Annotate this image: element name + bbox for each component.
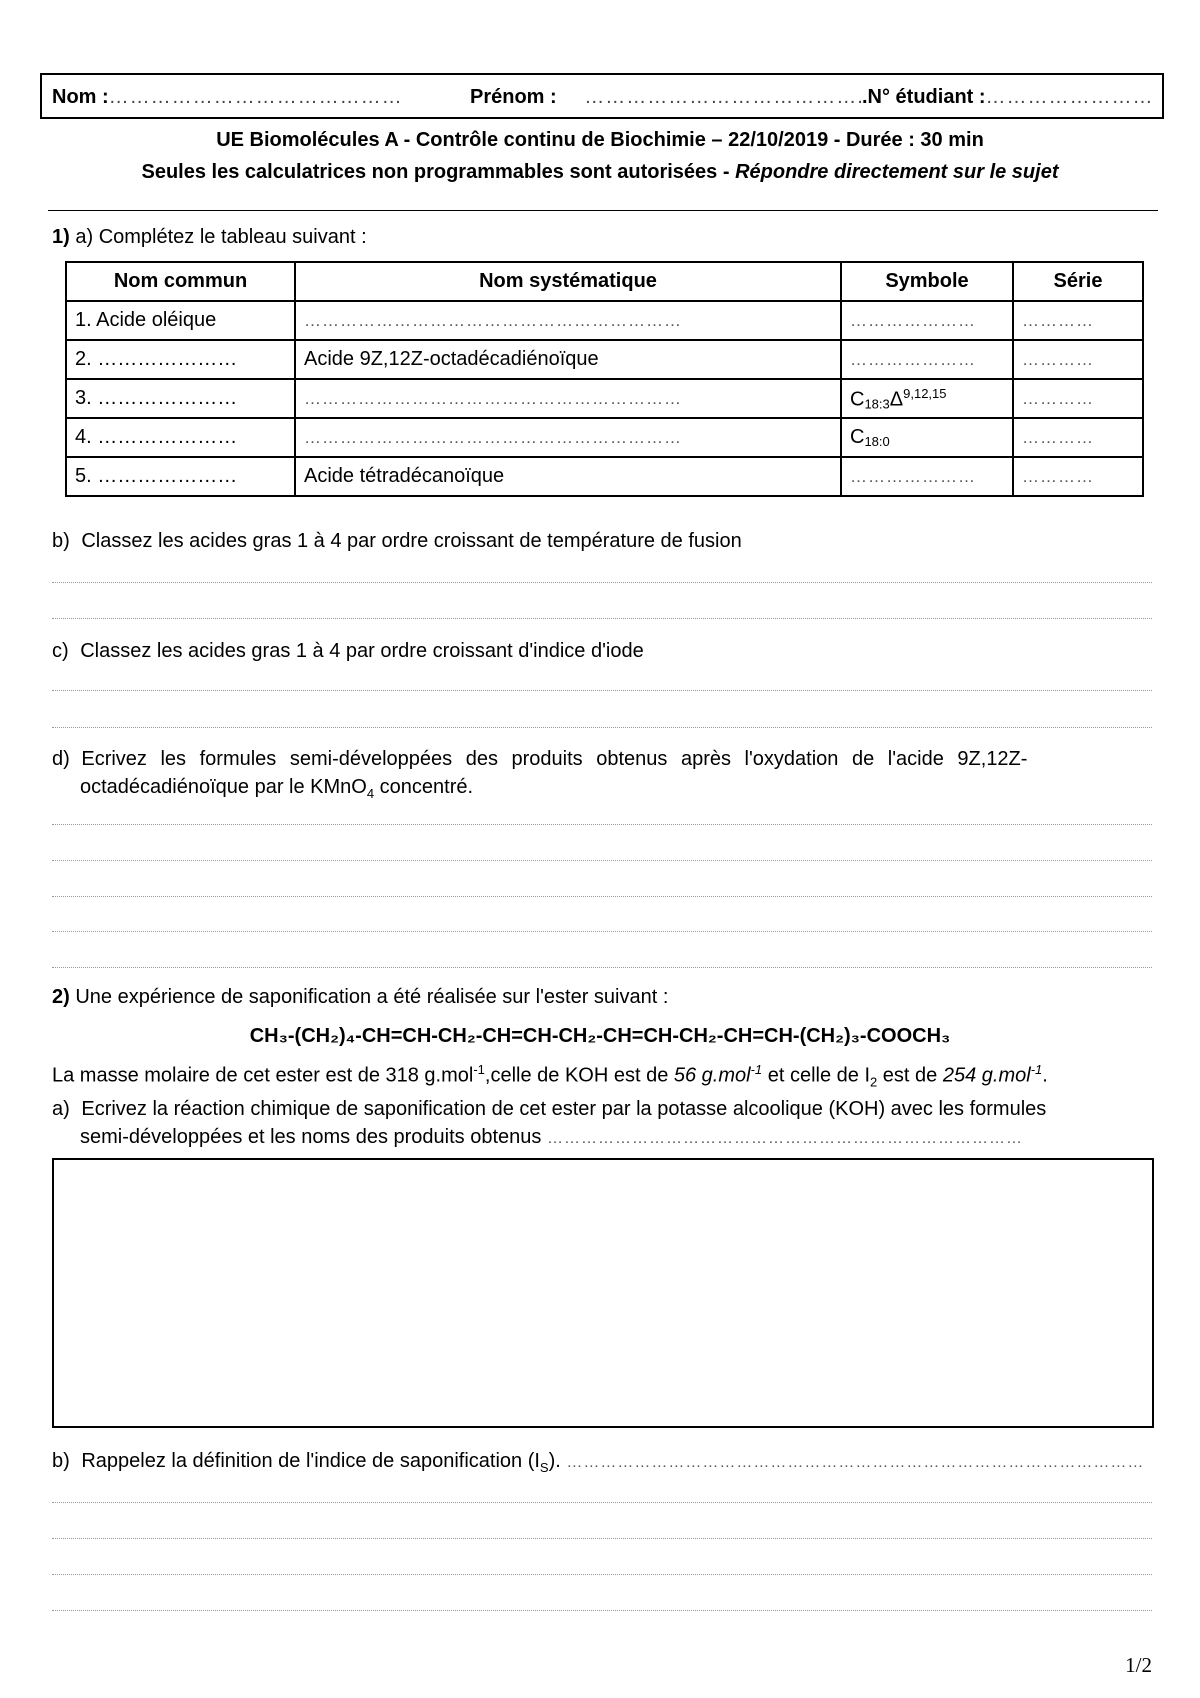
answer-line[interactable] bbox=[52, 1502, 1152, 1503]
answer-line[interactable] bbox=[52, 618, 1152, 619]
table-cell-blank[interactable]: ………… bbox=[1013, 457, 1143, 496]
table-header: Série bbox=[1013, 262, 1143, 301]
question-1a-text: a) Complétez le tableau suivant : bbox=[69, 226, 367, 248]
student-number-field[interactable] bbox=[862, 86, 1154, 109]
question-2-intro: Une expérience de saponification a été réalisée sur l'ester suivant : bbox=[69, 986, 669, 1008]
table-cell: Acide 9Z,12Z-octadécadiénoïque bbox=[295, 340, 841, 379]
molar-text: . bbox=[1042, 1064, 1048, 1087]
answer-line[interactable] bbox=[52, 896, 1152, 897]
divider bbox=[48, 210, 1158, 211]
table-header: Nom commun bbox=[66, 262, 295, 301]
answer-line[interactable] bbox=[52, 931, 1152, 932]
table-cell-blank[interactable]: ……………………………………………………… bbox=[295, 301, 841, 340]
answer-line[interactable] bbox=[52, 727, 1152, 728]
question-2a-dots[interactable]: ………………………………………………………………………… bbox=[546, 1130, 1023, 1147]
table-header: Symbole bbox=[841, 262, 1013, 301]
student-name-field[interactable] bbox=[52, 86, 403, 109]
exam-title: UE Biomolécules A - Contrôle continu de Biochimie – 22/10/2019 - Durée : 30 min bbox=[216, 129, 984, 151]
question-2b-dots[interactable]: ………………………………………………………………………………………… bbox=[566, 1454, 1145, 1471]
table-cell-blank[interactable]: ………… bbox=[1013, 301, 1143, 340]
question-1d-text: Ecrivez les formules semi-développées des produits obtenus après l'oxydation de l'acide 9Z,12Z- bbox=[81, 748, 1028, 770]
question-1c-label: c) bbox=[52, 640, 69, 662]
molar-mass-text bbox=[52, 1062, 1048, 1090]
question-1d-text-2: octadécadiénoïque par le KMnO bbox=[80, 776, 367, 798]
answer-line[interactable] bbox=[52, 824, 1152, 825]
nom-dots: …………………………………… bbox=[108, 86, 403, 108]
molar-italic: 56 g.mol bbox=[673, 1064, 751, 1087]
table-cell: Acide tétradécanoïque bbox=[295, 457, 841, 496]
table-row bbox=[66, 340, 1143, 379]
question-1-a bbox=[52, 226, 367, 249]
question-2 bbox=[52, 986, 668, 1009]
question-2a-text: Ecrivez la réaction chimique de saponification de cet ester par la potasse alcoolique (KOH) avec les formules bbox=[81, 1098, 1047, 1120]
table-row bbox=[66, 418, 1143, 457]
question-2b-label: b) bbox=[52, 1450, 70, 1472]
answer-line[interactable] bbox=[52, 582, 1152, 583]
saponification-answer-box[interactable] bbox=[52, 1158, 1154, 1428]
molar-text: est de bbox=[877, 1064, 943, 1087]
symbol-c: C bbox=[850, 388, 865, 411]
table-header-row bbox=[66, 262, 1143, 301]
question-1d-sub: 4 bbox=[366, 786, 375, 801]
question-1d bbox=[52, 748, 1152, 771]
table-cell-blank[interactable]: ………………… bbox=[841, 457, 1013, 496]
page-number: 1/2 bbox=[1125, 1653, 1152, 1677]
table-cell-symbol bbox=[841, 379, 1013, 418]
question-2b-text: Rappelez la définition de l'indice de saponification (I bbox=[81, 1450, 540, 1472]
answer-line[interactable] bbox=[52, 1574, 1152, 1575]
table-cell-blank[interactable]: ………… bbox=[1013, 418, 1143, 457]
table-cell-blank[interactable]: ……………………………………………………… bbox=[295, 379, 841, 418]
question-1-number: 1) bbox=[52, 226, 70, 248]
question-2b-text-2: ). bbox=[548, 1450, 561, 1472]
answer-line[interactable] bbox=[52, 1610, 1152, 1611]
question-2a-line2 bbox=[80, 1126, 1023, 1149]
table-cell-blank[interactable]: 4. ………………… bbox=[66, 418, 295, 457]
symbol-sub: 18:0 bbox=[864, 434, 890, 449]
question-1d-label: d) bbox=[52, 748, 70, 770]
question-1b-label: b) bbox=[52, 530, 70, 552]
table-header: Nom systématique bbox=[295, 262, 841, 301]
question-2b bbox=[52, 1450, 1144, 1475]
molar-italic: 254 g.mol bbox=[942, 1064, 1031, 1087]
table-cell-blank[interactable]: ………… bbox=[1013, 340, 1143, 379]
table-cell-blank[interactable]: ………… bbox=[1013, 379, 1143, 418]
question-1d-text-3: concentré. bbox=[374, 776, 474, 798]
table-cell-symbol bbox=[841, 418, 1013, 457]
exam-instructions bbox=[0, 161, 1200, 184]
table-cell-blank[interactable]: 3. ………………… bbox=[66, 379, 295, 418]
molar-text: ,celle de KOH est de bbox=[484, 1064, 674, 1087]
student-info-box bbox=[40, 73, 1164, 119]
molar-sup: -1 bbox=[750, 1062, 763, 1077]
prenom-dots: …………………………………. bbox=[584, 86, 864, 108]
table-row bbox=[66, 457, 1143, 496]
question-1d-line2 bbox=[80, 776, 473, 801]
question-2-number: 2) bbox=[52, 986, 70, 1008]
student-firstname-field[interactable] bbox=[470, 86, 864, 109]
question-1c-text: Classez les acides gras 1 à 4 par ordre croissant d'indice d'iode bbox=[80, 640, 644, 662]
symbol-sup: 9,12,15 bbox=[903, 385, 947, 401]
symbol-c: C bbox=[850, 426, 865, 448]
instructions-italic: Répondre directement sur le sujet bbox=[735, 161, 1059, 183]
molar-text: La masse molaire de cet ester est de 318 g.mol bbox=[52, 1064, 474, 1087]
etudiant-dots: …………………… bbox=[985, 86, 1154, 108]
answer-line[interactable] bbox=[52, 1538, 1152, 1539]
nom-label: Nom : bbox=[52, 86, 109, 108]
question-2b-sub: S bbox=[539, 1460, 549, 1475]
molar-text: et celle de I bbox=[762, 1064, 870, 1087]
instructions-text: Seules les calculatrices non programmables sont autorisées - bbox=[141, 161, 736, 183]
answer-line[interactable] bbox=[52, 860, 1152, 861]
fatty-acid-table bbox=[65, 261, 1144, 497]
etudiant-label: .N° étudiant : bbox=[862, 86, 986, 108]
question-2a-label: a) bbox=[52, 1098, 70, 1120]
table-cell-blank[interactable]: ………………… bbox=[841, 340, 1013, 379]
question-1c bbox=[52, 640, 644, 663]
question-1b bbox=[52, 530, 742, 553]
table-cell-blank[interactable]: ……………………………………………………… bbox=[295, 418, 841, 457]
question-2a-text-2: semi-développées et les noms des produits obtenus bbox=[80, 1126, 542, 1148]
table-cell-blank[interactable]: 2. ………………… bbox=[66, 340, 295, 379]
table-cell: 1. Acide oléique bbox=[66, 301, 295, 340]
molar-sub: 2 bbox=[870, 1074, 878, 1090]
question-2a bbox=[52, 1098, 1046, 1121]
table-row bbox=[66, 379, 1143, 418]
symbol-delta: Δ bbox=[889, 388, 904, 411]
molar-sup: -1 bbox=[1030, 1062, 1043, 1077]
table-cell-blank[interactable]: ………………… bbox=[841, 301, 1013, 340]
prenom-label: Prénom : bbox=[470, 86, 557, 108]
answer-line[interactable] bbox=[52, 967, 1152, 968]
molar-sup: -1 bbox=[473, 1062, 485, 1077]
table-row bbox=[66, 301, 1143, 340]
symbol-sub: 18:3 bbox=[864, 396, 890, 412]
table-cell-blank[interactable]: 5. ………………… bbox=[66, 457, 295, 496]
ester-formula: CH₃-(CH₂)₄-CH=CH-CH₂-CH=CH-CH₂-CH=CH-CH₂-CH=CH-(CH₂)₃-COOCH₃ bbox=[249, 1025, 951, 1047]
answer-line[interactable] bbox=[52, 690, 1152, 691]
question-1b-text: Classez les acides gras 1 à 4 par ordre croissant de température de fusion bbox=[81, 530, 742, 552]
